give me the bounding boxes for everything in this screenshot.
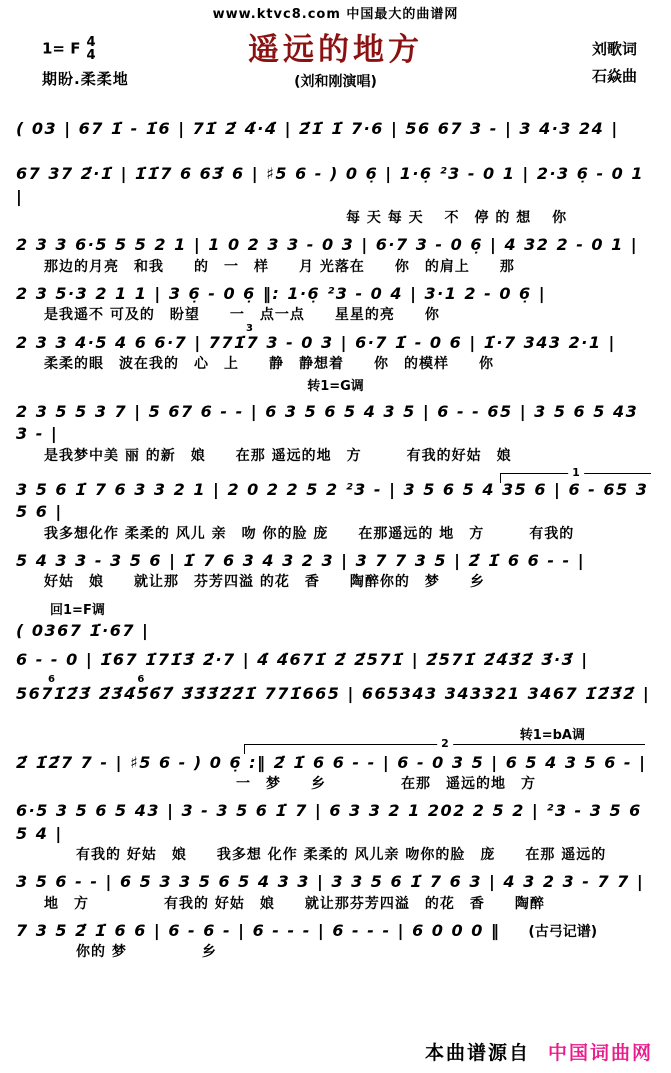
notation-line: ( 0367 1̇·67 | (16, 620, 150, 640)
song-title: 遥远的地方 (248, 32, 423, 68)
music-system (16, 599, 655, 642)
credits-block (592, 38, 637, 92)
lyrics-line: 地 方 有我的 好姑 娘 就让那芬芳四溢 的花 香 陶醉 (44, 895, 545, 912)
footer-source-label: 本曲谱源自 (424, 1042, 530, 1064)
notation-line: 7 3 5 2̇ 1̇ 6 6 | 6 - 6 - | 6 - - - | 6 - - - | 6 0 0 0 ‖ (16, 920, 501, 940)
score-body (0, 112, 671, 961)
notation-line: 2 3 3 6·5 5 5 2 1 | 1 0 2 3 3 - 0 3 | 6·7 3 - 0 6̣ | 4 32 2 - 0 1 | (16, 235, 639, 255)
notation-line: 3 5 6 - - | 6 5 3 3 5 6 5 4 3 3 | 3 3 5 6 1̇ 7 6 3 | 4 3 2 3 - 7 7 | (16, 872, 645, 892)
key-and-mood-block (42, 36, 129, 89)
music-system (16, 401, 655, 465)
lyrics-line: 是我遥不 可及的 盼望 一 点一点 星星的亮 你 (44, 307, 440, 324)
music-system (16, 649, 655, 671)
tuplet-label: 6 (137, 674, 145, 686)
key-change-label: 转1=bA调 (519, 727, 585, 743)
footer-source-name: 中国词曲网 (547, 1042, 653, 1064)
tuplet-label: 3 (246, 322, 253, 334)
music-system (16, 283, 655, 325)
lyrics-line: 好姑 娘 就让那 芬芳四溢 的花 香 陶醉你的 梦 乡 (44, 574, 485, 591)
site-banner: www.ktvc8.com 中国最大的曲谱网 (212, 7, 459, 22)
music-system (16, 118, 655, 156)
music-system (16, 674, 655, 721)
volta-bracket: 2 (244, 744, 645, 754)
music-system (16, 727, 655, 794)
mood-label: 期盼.柔柔地 (42, 70, 129, 88)
music-system (16, 234, 655, 276)
lyrics-line: 每 天 每 天 不 停 的 想 你 (346, 210, 568, 227)
song-subtitle: (刘和刚演唱) (294, 74, 377, 90)
notation-line: 5 4 3 3 - 3 5 6 | 1̇ 7 6 3 4 3 2 3 | 3 7 7 3 5 | 2̇ 1̇ 6 6 - - | (16, 551, 586, 571)
lyricist: 刘歌词 (591, 40, 637, 58)
lyrics-line: 那边的月亮 和我 的 一 样 月 光落在 你 的肩上 那 (44, 258, 515, 275)
song-header (0, 24, 671, 112)
music-system (16, 466, 656, 543)
key-label: 1= F (42, 39, 81, 58)
lyrics-line: 一 梦 乡 在那 遥远的地 方 (236, 776, 536, 793)
music-system (16, 871, 655, 913)
key-change-label: 回1=F调 (50, 602, 105, 618)
notation-line: 6·5 3 5 6 5 43 | 3 - 3 5 6 1̇ 7 | 6 3 3 2 1 202 2 5 2 | ²3 - 3 5 6 5 4 | (16, 801, 649, 843)
music-system (16, 920, 655, 962)
notation-line: 2 3 5·3 2 1 1 | 3 6̣ - 0 6̣ ‖: 1·6̣ ²3 - 0 4 | 3·1 2 - 0 6̣ | (16, 283, 547, 303)
notation-line: 2̇ 1̇2̇7 7 - | ♯5 6 - ) 0 6̣ :‖ 2̇ 1̇ 6 6 - - | 6 - 0 3 5 | 6 5 4 3 5 6 - | (16, 752, 647, 772)
key-signature (42, 36, 129, 62)
lyrics-line: 我多想化作 柔柔的 风儿 亲 吻 你的脸 庞 在那遥远的 地 方 有我的 (44, 525, 575, 542)
notation-line: 6 - - 0 | 1̇67 1̇71̇3̇ 2̇·7 | 4̇ 4̇671̇ 2̇ 2̇571̇ | 2̇571̇ 2̇4̇3̇2̇ 3̇·3̇ | (16, 650, 589, 669)
lyrics-line: 是我梦中美 丽 的新 娘 在那 遥远的地 方 有我的好姑 娘 (44, 447, 512, 464)
notation-line: 2 3 3 4·5 4 6 6·7 | 771̇7 3 - 0 3 | 6·7 1̇ - 0 6 | 1̇·7 343 2·1 | (16, 332, 616, 352)
composer: 石焱曲 (591, 67, 637, 85)
time-signature: 4 4 (86, 35, 96, 63)
music-system (16, 800, 655, 864)
music-system (16, 163, 655, 227)
volta-bracket: 1 (500, 473, 651, 483)
music-system (16, 322, 655, 395)
key-change-label: 转1=G调 (307, 379, 364, 395)
lyrics-line: 柔柔的眼 波在我的 心 上 静 静想着 你 的模样 你 (44, 355, 494, 372)
notation-line: 67 37 2̇·1̇ | 1̇1̇7 6 63̇ 6 | ♯5 6 - ) 0 6̣ | 1·6̣ ²3 - 0 1 | 2·3 6̣ - 0 1 | (16, 164, 652, 206)
tuplet-label: 6 (47, 674, 55, 686)
lyrics-line: 你的 梦 乡 (76, 944, 217, 961)
notation-line: 2 3 5 5 3 7 | 5 67 6 - - | 6 3 5 6 5 4 3 5 | 6 - - 65 | 3 5 6 5 43 3 - | (16, 402, 646, 444)
notation-line: 5671̇2̇3̇ 2̇3̇4̇5̇6̇7̇ 3̇3̇3̇2̇2̇1̇ 771̇665 | 665343 343321 3467 1̇2̇3̇2̇ | (16, 684, 651, 704)
notation-line: ( 03 | 67 1̇ - 1̇6 | 71̇ 2̇ 4̇·4̇ | 2̇1̇ 1̇ 7·6 | 56 67 3 - | 3 4·3 24 | (16, 119, 619, 138)
lyrics-line: 有我的 好姑 娘 我多想 化作 柔柔的 风儿亲 吻你的脸 庞 在那 遥远的 (76, 847, 607, 864)
footer-source (425, 1038, 653, 1065)
notation-line: 3 5 6 1̇ 7 6 3 3 2 1 | 2 0 2 2 5 2 ²3 - | 3 5 6 5 4 35 6 | 6 - 65 3 5 6 | (16, 480, 656, 522)
notation-style-label: (古弓记谱) (528, 923, 598, 940)
music-system (16, 550, 655, 592)
